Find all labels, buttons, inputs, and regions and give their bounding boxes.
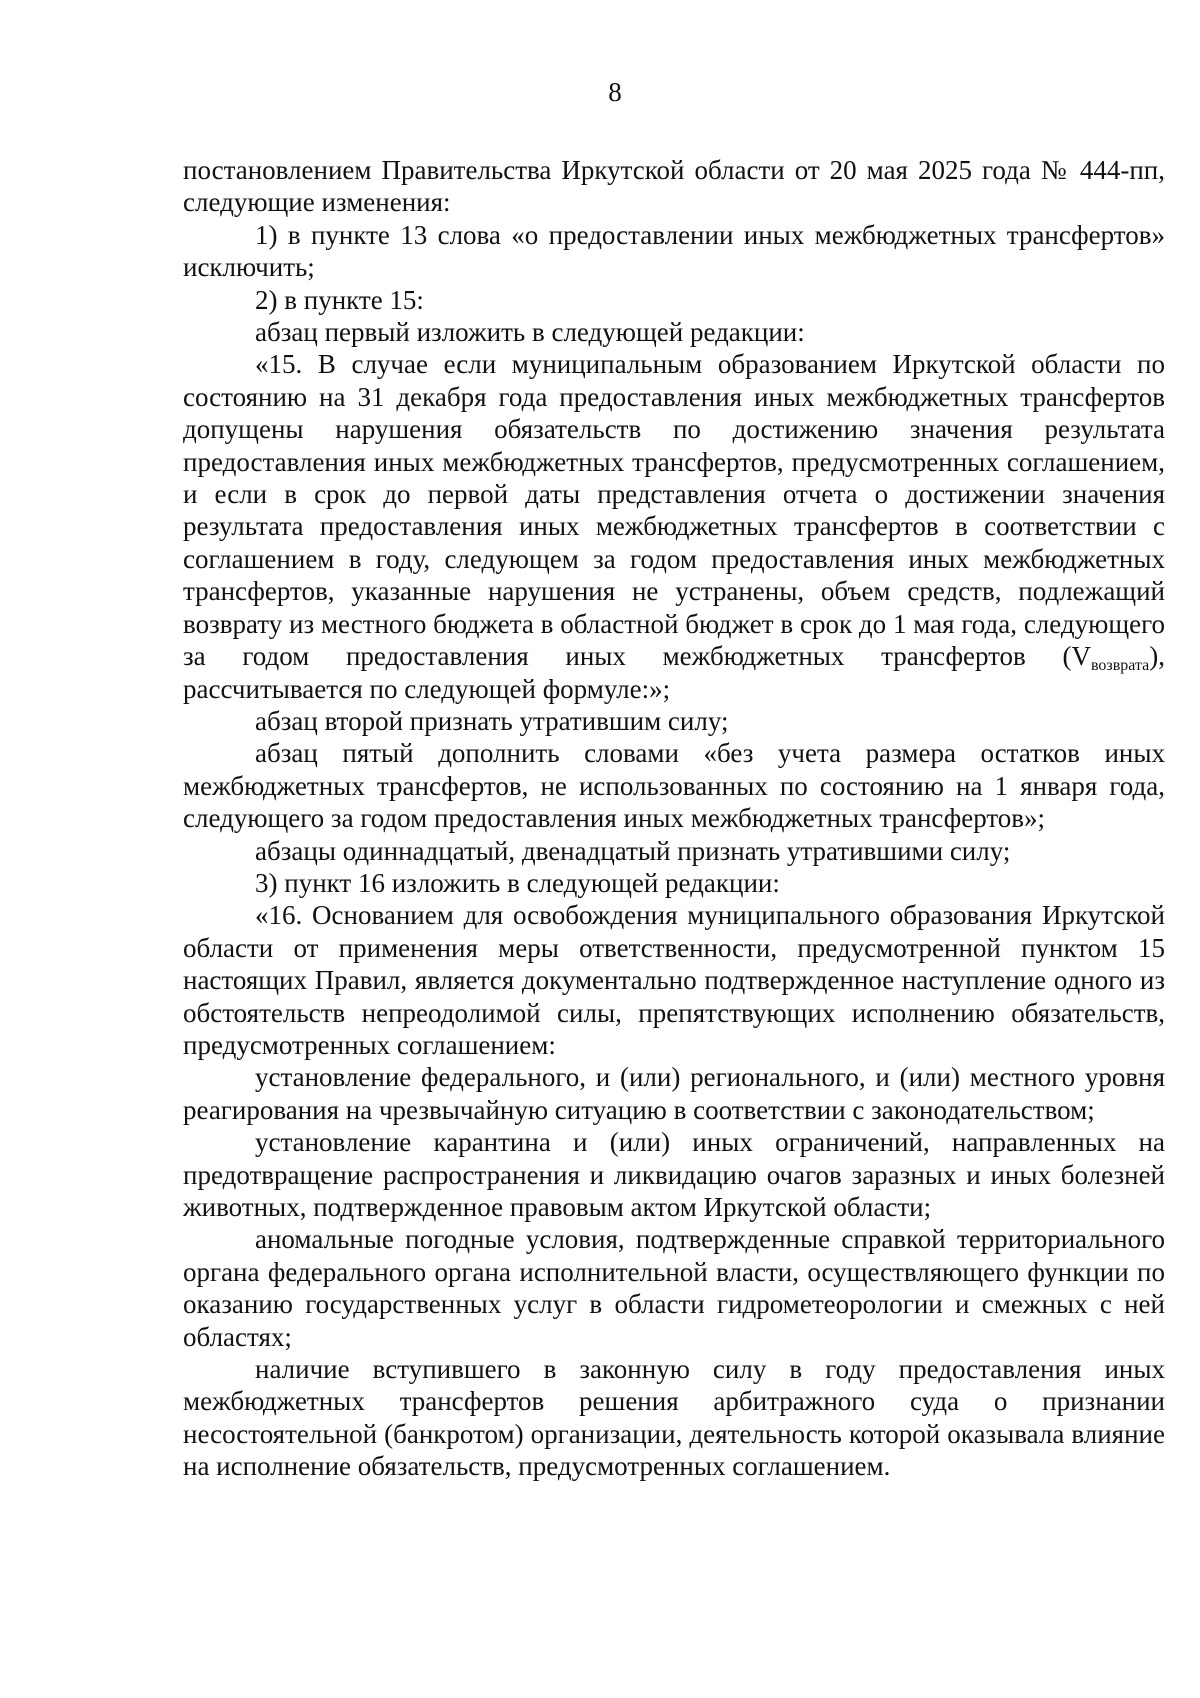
paragraph-quarantine: установление карантина и (или) иных ограничений, направленных на предотвращение распространения и ликвидацию очагов заразных и иных болезней животных, подтвержденное правовым актом Иркутской области; [183,1127,1165,1222]
paragraph-weather: аномальные погодные условия, подтвержденные справкой территориального органа федерального органа исполнительной власти, осуществляющего функции по оказанию государственных услуг в области гидрометеорологии и смежных с ней областях; [183,1224,1165,1352]
clause-15-text: «15. В случае если муниципальным образованием Иркутской области по состоянию на 31 декабря года предоставления иных межбюджетных трансфертов допущены нарушения обязательств по достижению значения результата предоставления иных межбюджетных трансфертов, предусмотренных соглашением, и если в срок до первой даты представления отчета о достижении значения результата предоставления иных межбюджетных трансфертов в соответствии с соглашением в году, следующем за годом предоставления иных межбюджетных трансфертов, указанные нарушения не устранены, объем средств, подлежащий возврату из местного бюджета в областной бюджет в срок до 1 мая года, следующего за годом предоставления иных межбюджетных трансфертов (V [183,349,1165,672]
paragraph-clause-16: «16. Основанием для освобождения муниципального образования Иркутской области от применения меры ответственности, предусмотренной пунктом 15 настоящих Правил, является документально подтвержденное наступление одного из обстоятельств непреодолимой силы, препятствующих исполнению обязательств, предусмотренных соглашением: [183,900,1165,1060]
page-number: 8 [608,77,622,107]
clause-15-subscript: возврата [1090,657,1150,675]
paragraph-emergency: установление федерального, и (или) регионального, и (или) местного уровня реагирования на чрезвычайную ситуацию в соответствии с законодательством; [183,1062,1165,1125]
clause-15-text-after: ), рассчитывается по следующей формуле:»; [183,641,1165,704]
paragraph-abzac-fifth: абзац пятый дополнить словами «без учета размера остатков иных межбюджетных трансфертов, не использованных по состоянию на 1 января года, следующего за годом предоставления иных межбюджетных трансфертов»; [183,738,1165,834]
paragraph-intro-continuation: постановлением Правительства Иркутской области от 20 мая 2025 года № 444-пп, следующие изменения: [183,155,1165,218]
paragraph-abzac-eleventh-twelfth: абзацы одиннадцатый, двенадцатый признать утратившими силу; [255,835,1011,866]
paragraph-abzac-first: абзац первый изложить в следующей редакции: [255,317,805,348]
paragraph-item-3: 3) пункт 16 изложить в следующей редакции: [255,867,780,898]
paragraph-abzac-second: абзац второй признать утратившим силу; [255,705,729,736]
paragraph-item-2: 2) в пункте 15: [255,284,424,315]
paragraph-bankruptcy: наличие вступившего в законную силу в году предоставления иных межбюджетных трансфертов решения арбитражного суда о признании несостоятельной (банкротом) организации, деятельность которой оказывала влияние на исполнение обязательств, предусмотренных соглашением. [183,1354,1165,1482]
document-body [183,154,1165,1483]
paragraph-item-1: 1) в пункте 13 слова «о предоставлении иных межбюджетных трансфертов» исключить; [183,219,1165,283]
paragraph-clause-15 [183,348,1165,704]
